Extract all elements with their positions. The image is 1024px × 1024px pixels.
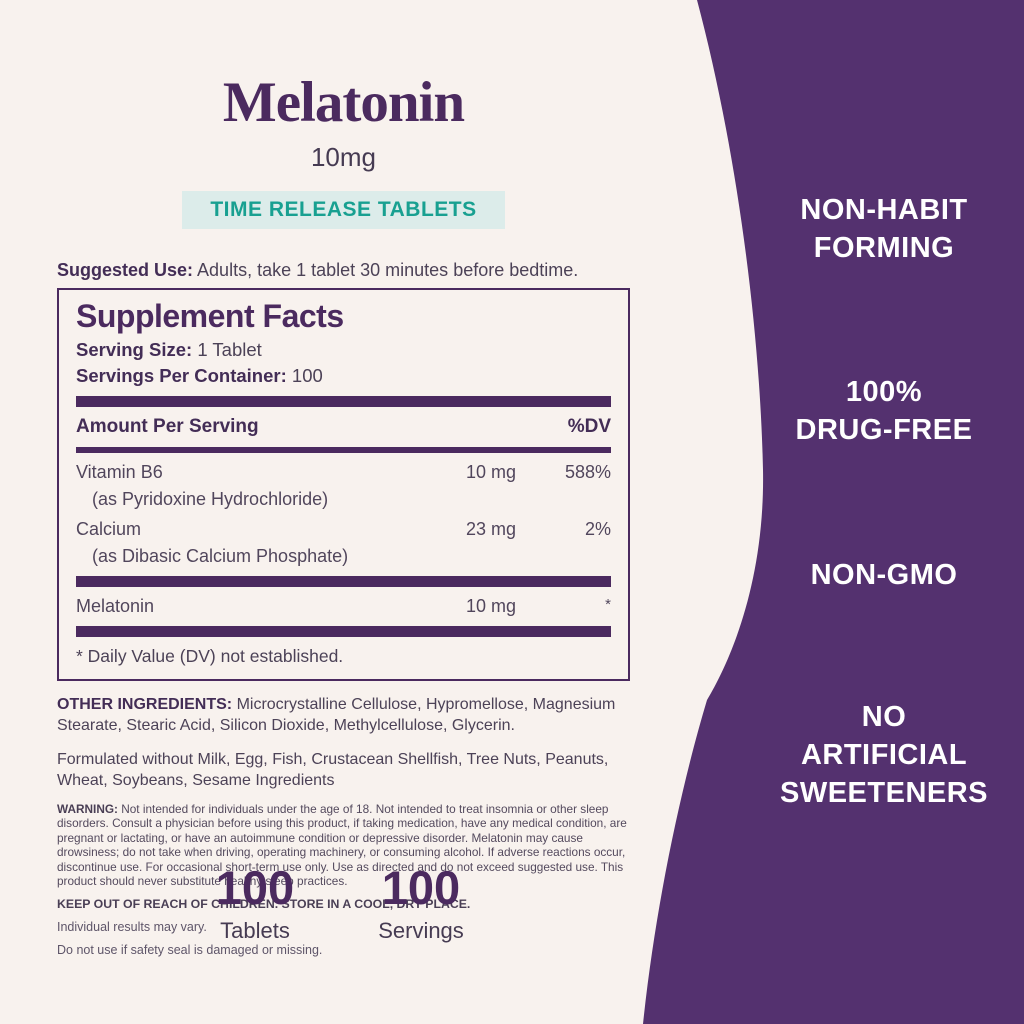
label-content: [57, 0, 630, 957]
allergen-statement: Formulated without Milk, Egg, Fish, Crustacean Shellfish, Tree Nuts, Peanuts, Wheat, Soybeans, Sesame Ingredients: [57, 751, 609, 789]
other-ingredients-label: OTHER INGREDIENTS:: [57, 696, 233, 713]
facts-column-headers: [76, 416, 611, 438]
ingredient-name: Calcium: [76, 519, 142, 539]
time-release-badge: TIME RELEASE TABLETS: [182, 191, 504, 229]
servings-per-container-label: Servings Per Container:: [76, 365, 287, 386]
servings-count: [365, 861, 477, 944]
safety-seal-disclaimer: Do not use if safety seal is damaged or missing.: [57, 943, 323, 958]
serving-size-label: Serving Size:: [76, 339, 193, 360]
serving-size-line: [76, 339, 611, 361]
ingredient-name: Vitamin B6: [76, 462, 163, 482]
ingredient-dv: *: [605, 596, 611, 613]
claim-line: ARTIFICIAL: [800, 739, 968, 771]
claim-no-artificial-sweeteners: [756, 698, 1012, 812]
claim-line: NON-HABIT: [800, 194, 968, 226]
table-row-melatonin: [76, 596, 611, 617]
claim-line: NO: [861, 701, 907, 733]
serving-size-value: 1 Tablet: [192, 339, 262, 360]
claim-line: FORMING: [813, 232, 955, 264]
ingredient-name: Melatonin: [76, 596, 155, 616]
suggested-use-label: Suggested Use:: [57, 260, 194, 280]
divider-bar: [76, 576, 611, 587]
product-dosage: 10mg: [310, 142, 377, 172]
claim-line: DRUG-FREE: [795, 414, 973, 446]
ingredient-amount: 10 mg: [465, 596, 516, 616]
table-row-vitamin-b6: [76, 462, 611, 510]
count-callouts: [199, 861, 477, 944]
claim-non-habit-forming: [756, 191, 1012, 267]
ingredient-detail: (as Pyridoxine Hydrochloride): [92, 489, 329, 509]
ingredient-dv: 2%: [584, 519, 611, 539]
servings-per-container-line: [76, 365, 611, 387]
tablets-count-value: 100: [215, 861, 295, 914]
warning-label: WARNING:: [57, 802, 118, 816]
suggested-use: [57, 260, 630, 281]
ingredient-amount: 23 mg: [465, 519, 516, 539]
divider-bar: [76, 396, 611, 407]
supplement-facts-panel: [57, 288, 630, 681]
claim-line: NON-GMO: [810, 559, 958, 591]
servings-count-value: 100: [381, 861, 461, 914]
other-ingredients: [57, 694, 630, 736]
amount-per-serving-header: Amount Per Serving: [76, 416, 259, 437]
claim-drug-free: [756, 373, 1012, 449]
results-disclaimer: Individual results may vary.: [57, 920, 207, 935]
servings-per-container-value: 100: [286, 365, 323, 386]
ingredient-amount: 10 mg: [465, 462, 516, 482]
other-ingredients-text: Microcrystalline Cellulose, Hypromellose, Magnesium Stearate, Stearic Acid, Silicon Dioxide, Methylcellulose, Glycerin.: [57, 696, 616, 734]
dv-footnote: * Daily Value (DV) not established.: [76, 646, 344, 666]
storage-notice: KEEP OUT OF REACH OF CHILDREN. STORE IN A COOL, DRY PLACE.: [57, 897, 471, 912]
suggested-use-text: Adults, take 1 tablet 30 minutes before bedtime.: [193, 260, 579, 280]
claim-non-gmo: [756, 556, 1012, 594]
tablets-count-label: Tablets: [220, 918, 290, 943]
tablets-count: [199, 861, 311, 944]
servings-count-label: Servings: [378, 918, 464, 943]
ingredient-detail: (as Dibasic Calcium Phosphate): [92, 546, 349, 566]
supplement-facts-title: Supplement Facts: [76, 298, 344, 334]
divider-bar: [76, 447, 611, 453]
divider-bar: [76, 626, 611, 637]
claim-line: 100%: [845, 376, 923, 408]
dv-header: %DV: [567, 416, 611, 437]
product-title: Melatonin: [222, 71, 465, 134]
table-row-calcium: [76, 519, 611, 567]
ingredient-dv: 588%: [564, 462, 611, 482]
claim-line: SWEETENERS: [779, 777, 989, 809]
badge-row: [57, 191, 630, 229]
warning-text: Not intended for individuals under the age of 18. Not intended to treat insomnia or other sleep disorders. Consult a physician before using this product, if taking medication, have any medical condition, are pregnant or lactating, or have an autoimmune condition or depressive disorder. Melatonin may cause drowsiness; do not take when driving, operating machinery, or consuming alcohol. If adverse reactions occur, discontinue use. For occasional short-term use only. Use as directed and do not exceed suggested use. This product should never substitute healthy sleep practices.: [57, 802, 627, 889]
